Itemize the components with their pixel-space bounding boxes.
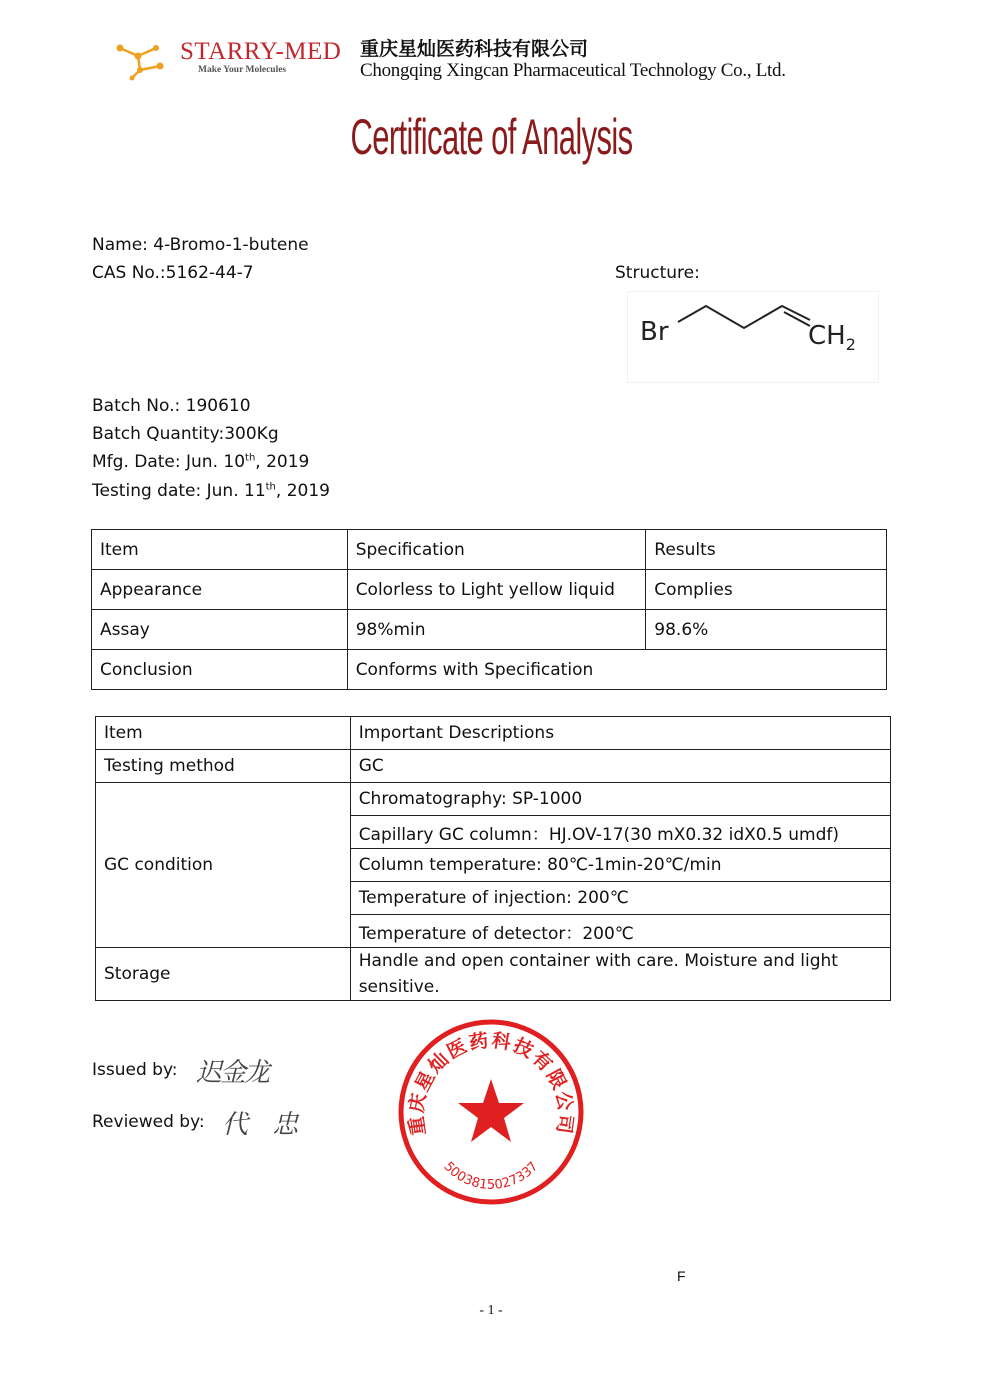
- reviewed-by-signature: 代 忠: [222, 1110, 307, 1140]
- structure-group-ch2: [808, 321, 856, 354]
- table-header-row: [96, 717, 891, 750]
- batch-quantity: Batch Quantity:300Kg: [92, 424, 279, 444]
- seal-star-icon: [458, 1079, 524, 1142]
- batch-number: Batch No.: 190610: [92, 396, 251, 416]
- structure-group-ch: CH: [808, 321, 846, 351]
- structure-subscript: 2: [845, 335, 856, 354]
- row-result: Complies: [646, 570, 887, 610]
- testing-date-text: Testing date: Jun. 11: [92, 481, 266, 501]
- table-row: [96, 750, 891, 783]
- issued-by-label: Issued by:: [92, 1060, 178, 1080]
- gc-condition-label: GC condition: [96, 783, 351, 948]
- descriptions-table: [95, 716, 891, 1001]
- svg-text:5003815027337: [441, 1159, 542, 1193]
- table-row: [92, 610, 887, 650]
- structure-label: Structure:: [615, 263, 700, 283]
- specification-table: [91, 529, 887, 690]
- conclusion-value: Conforms with Specification: [347, 650, 886, 690]
- conclusion-label: Conclusion: [92, 650, 348, 690]
- seal-number: 5003815027337: [440, 1159, 542, 1193]
- testing-date-year: , 2019: [275, 481, 330, 501]
- seal-company-text: 重庆星灿医药科技有限公司: [405, 1029, 577, 1137]
- brand-name: STARRY-MED: [180, 38, 342, 65]
- storage-value: Handle and open container with care. Moisture and light sensitive.: [350, 948, 890, 1001]
- header-descriptions: Important Descriptions: [350, 717, 890, 750]
- table-header-row: [92, 530, 887, 570]
- mfg-date-text: Mfg. Date: Jun. 10: [92, 452, 246, 472]
- footer-mark: F: [677, 1268, 686, 1284]
- gc-condition-detector-temperature: Temperature of detector：200℃: [350, 915, 890, 948]
- gc-condition-chromatography: Chromatography: SP-1000: [350, 783, 890, 816]
- conclusion-row: [92, 650, 887, 690]
- brand-tagline: Make Your Molecules: [198, 65, 287, 75]
- table-row: [96, 948, 891, 1001]
- chemical-structure: [627, 291, 879, 383]
- testing-method-value: GC: [350, 750, 890, 783]
- reviewed-by-label: Reviewed by:: [92, 1112, 205, 1132]
- product-name: Name: 4-Bromo-1-butene: [92, 235, 309, 255]
- row-specification: 98%min: [347, 610, 646, 650]
- header-specification: Specification: [347, 530, 646, 570]
- row-item: Appearance: [92, 570, 348, 610]
- company-name-english: Chongqing Xingcan Pharmaceutical Technology Co., Ltd.: [360, 60, 786, 81]
- company-seal-stamp: [396, 1017, 586, 1207]
- header-item: Item: [96, 717, 351, 750]
- gc-condition-column-temperature: Column temperature: 80℃-1min-20℃/min: [350, 849, 890, 882]
- header-results: Results: [646, 530, 887, 570]
- document-title-text: Certificate of Analysis: [349, 109, 633, 165]
- mfg-date-ordinal: th: [245, 452, 256, 464]
- storage-label: Storage: [96, 948, 351, 1001]
- mfg-date: [92, 452, 309, 472]
- structure-atom-br: Br: [640, 317, 669, 347]
- testing-method-label: Testing method: [96, 750, 351, 783]
- company-name-chinese: 重庆星灿医药科技有限公司: [360, 38, 589, 60]
- document-title: [0, 108, 982, 166]
- gc-condition-injection-temperature: Temperature of injection: 200℃: [350, 882, 890, 915]
- gc-condition-column: Capillary GC column：HJ.OV-17(30 mX0.32 idX0.5 umdf): [350, 816, 890, 849]
- table-row: [92, 570, 887, 610]
- row-item: Assay: [92, 610, 348, 650]
- company-logo-icon: [110, 34, 170, 82]
- table-row: [96, 783, 891, 816]
- mfg-date-year: , 2019: [255, 452, 310, 472]
- testing-date-ordinal: th: [265, 481, 276, 493]
- header-item: Item: [92, 530, 348, 570]
- cas-number: CAS No.:5162-44-7: [92, 263, 254, 283]
- issued-by-signature: 迟金龙: [196, 1058, 269, 1088]
- testing-date: [92, 481, 330, 501]
- page-number: - 1 -: [479, 1303, 503, 1318]
- row-specification: Colorless to Light yellow liquid: [347, 570, 646, 610]
- row-result: 98.6%: [646, 610, 887, 650]
